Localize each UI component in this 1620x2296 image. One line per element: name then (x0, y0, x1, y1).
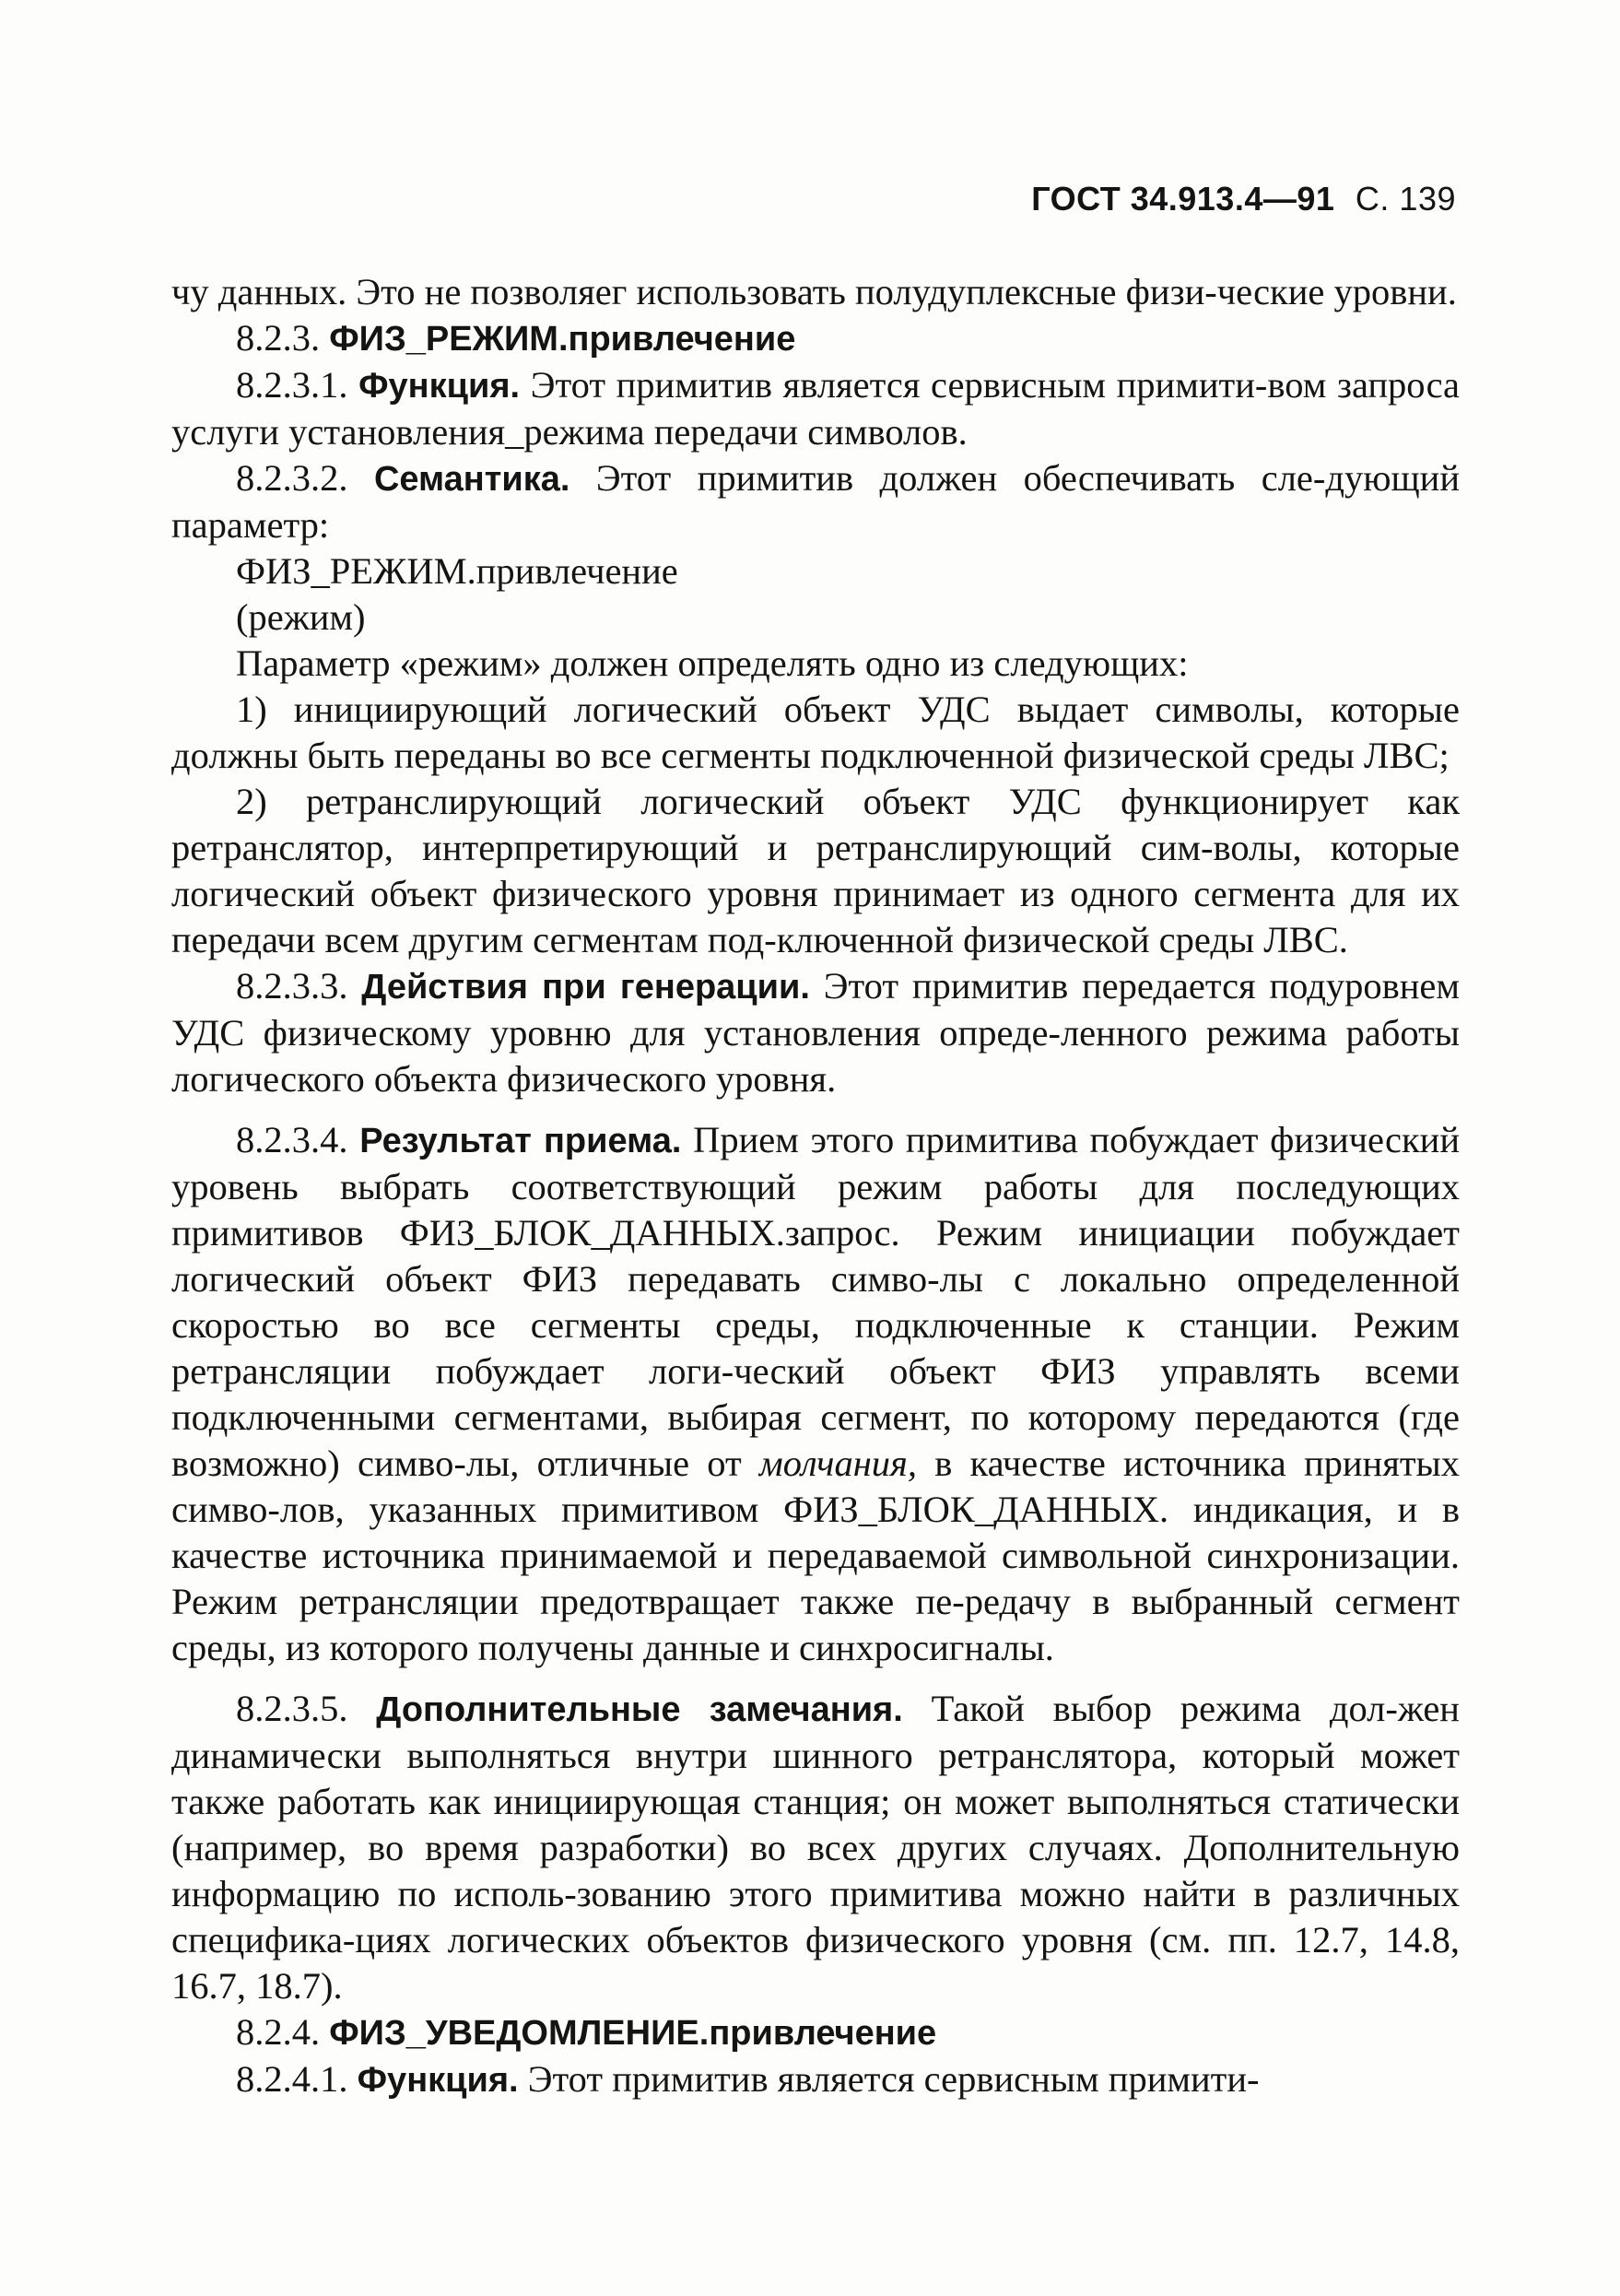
standard-number: ГОСТ 34.913.4—91 (1031, 180, 1335, 218)
clause-number: 8.2.3.4. (236, 1119, 348, 1160)
clause-title: Действия при генерации. (361, 968, 810, 1007)
section-heading-8-2-4 (171, 2009, 1460, 2056)
section-title: ФИЗ_УВЕДОМЛЕНИЕ.привлечение (329, 2014, 937, 2053)
section-heading-8-2-3 (171, 315, 1460, 362)
primitive-parameter: (режим) (236, 596, 366, 638)
paragraph-8-2-3-2 (171, 455, 1460, 548)
clause-number: 8.2.3.3. (236, 965, 348, 1007)
paragraph-8-2-3-5 (171, 1686, 1460, 2009)
page-body (171, 269, 1460, 2103)
paragraph-8-2-4-1 (171, 2056, 1460, 2103)
clause-title: Результат приема. (359, 1122, 682, 1160)
clause-text: Этот примитив передается подуровнем УДС физическому уровню для установления опреде-ленного режима работы логического объекта физического уровня. (171, 965, 1460, 1100)
clause-text-continued: в качестве источника принятых симво-лов, указанных примитивом ФИЗ_БЛОК_ДАННЫХ. индикация, и в качестве источника принимаемой и передаваемой символьной синхронизации. Режим ретрансляции предотвращает также пе-редачу в выбранный сегмент среды, из которого получены данные и синхросигналы. (171, 1442, 1461, 1668)
paragraph-8-2-3-4 (171, 1117, 1460, 1671)
paragraph-parameter-intro: Параметр «режим» должен определять одно из следующих: (236, 642, 1189, 684)
clause-number: 8.2.3.2. (236, 457, 348, 499)
page-header (1031, 180, 1456, 218)
paragraph-8-2-3-3 (171, 963, 1460, 1102)
clause-text: Этот примитив является сервисным примити- (527, 2058, 1260, 2100)
clause-number: 8.2.3.5. (236, 1688, 348, 1729)
clause-title: Функция. (358, 367, 521, 406)
page-number: С. 139 (1355, 180, 1456, 218)
primitive-name: ФИЗ_РЕЖИМ.привлечение (236, 550, 678, 592)
clause-text: Прием этого примитива побуждает физический уровень выбрать соответствующий режим работы для последующих примитивов ФИЗ_БЛОК_ДАННЫХ.запрос. Режим инициации побуждает логический объект ФИЗ передавать симво-лы с локально определенной скоростью во все сегменты среды, подключенные к станции. Режим ретрансляции побуждает логи-ческий объект ФИЗ управлять всеми подключенными сегментами, выбирая сегмент, по которому передаются (где возможно) симво-лы, отличные от (171, 1119, 1461, 1484)
section-number: 8.2.4. (236, 2011, 321, 2053)
clause-text: Такой выбор режима дол-жен динамически выполняться внутри шинного ретранслятора, который может также работать как инициирующая станция; он может выполняться статически (например, во время разработки) во всех других случаях. Дополнительную информацию по исполь-зованию этого примитива можно найти в различных специфика-циях логических объектов физического уровня (см. пп. 12.7, 14.8, 16.7, 18.7). (171, 1688, 1460, 2007)
list-item-2: 2) ретранслирующий логический объект УДС функционирует как ретранслятор, интерпретирующий и ретранслирующий сим-волы, которые логический объект физического уровня принимает из одного сегмента для их передачи всем другим сегментам под-ключенной физической среды ЛВС. (171, 781, 1460, 960)
list-item-1: 1) инициирующий логический объект УДС выдает символы, которые должны быть переданы во все сегменты подключенной физической среды ЛВС; (171, 689, 1460, 776)
section-number: 8.2.3. (236, 317, 321, 359)
clause-text: Этот примитив является сервисным примити-вом запроса услуги установления_режима передачи символов. (171, 364, 1461, 453)
clause-text: Этот примитив должен обеспечивать сле-дующий параметр: (171, 457, 1461, 546)
clause-number: 8.2.3.1. (236, 364, 348, 406)
paragraph-continuation: чу данных. Это не позволяег использовать полудуплексные физи-ческие уровни. (171, 271, 1457, 312)
italic-term: молчания, (758, 1442, 917, 1484)
clause-title: Дополнительные замечания. (376, 1690, 903, 1729)
clause-number: 8.2.4.1. (236, 2058, 348, 2100)
clause-title: Функция. (357, 2061, 519, 2100)
paragraph-8-2-3-1 (171, 362, 1460, 455)
clause-title: Семантика. (373, 460, 570, 499)
section-title: ФИЗ_РЕЖИМ.привлечение (329, 320, 796, 359)
